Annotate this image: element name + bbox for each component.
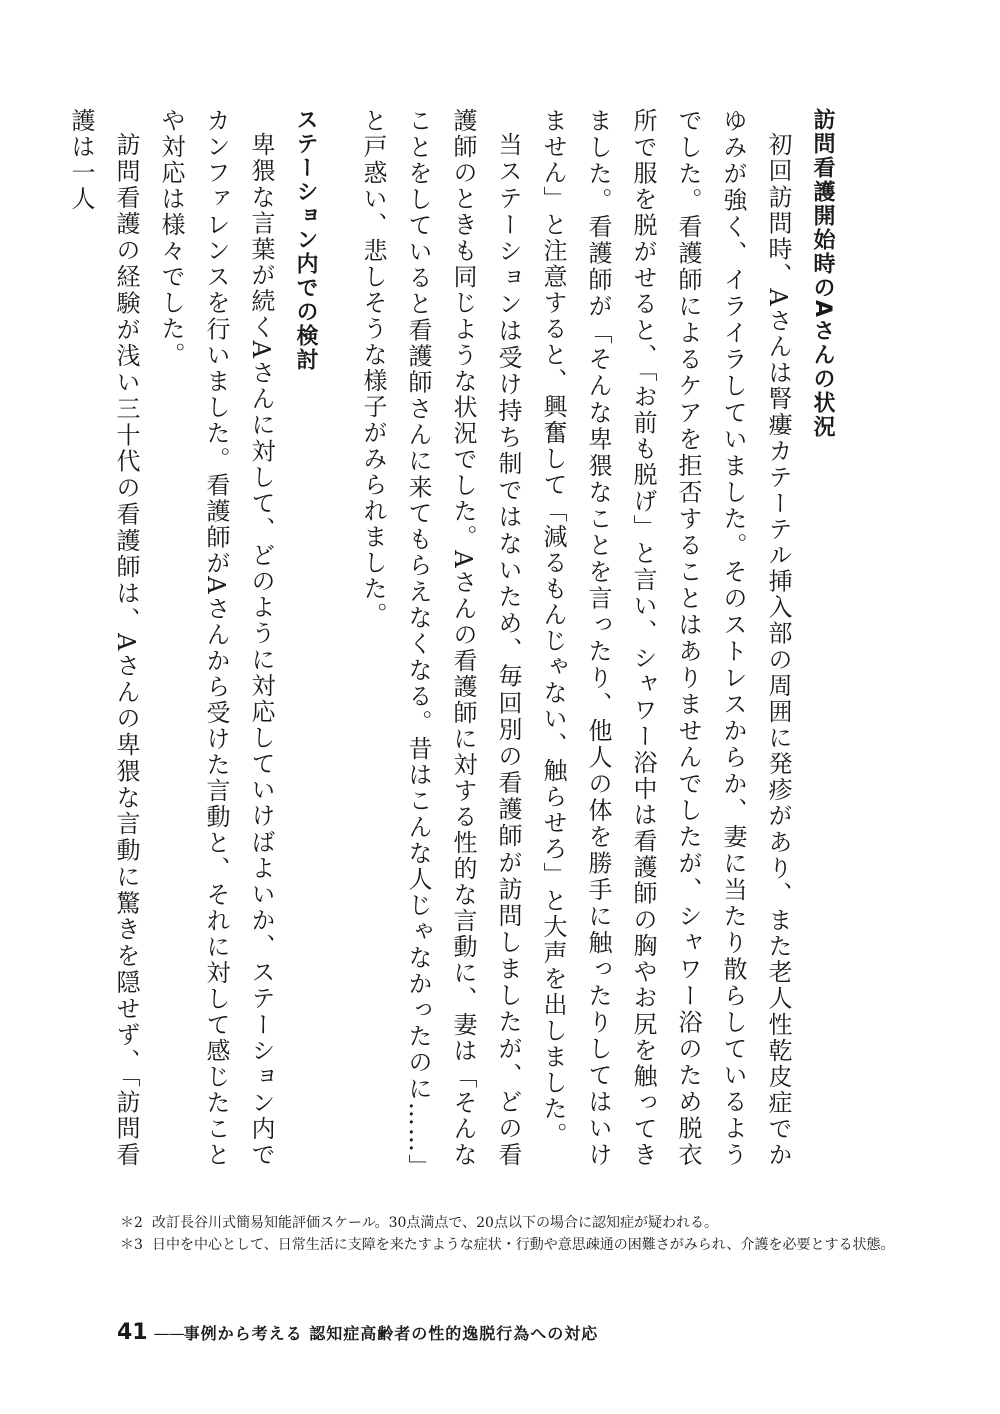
paragraph: 当ステーションは受け持ち制ではないため、毎回別の看護師が訪問しましたが、どの看護師のときも同じような状況でした。Aさんの看護師に対する性的な言動に、妻は「そんなことをしていると看護師さんに来てもらえなくなる。昔はこんな人じゃなかったのに……」と戸惑い、悲しそうな様子がみられました。 bbox=[359, 108, 522, 1168]
paragraph: 卑猥な言葉が続くAさんに対して、どのように対応していけばよいか、ステーション内でカンファレンスを行いました。看護師がAさんから受けた言動と、それに対して感じたことや対応は様々でした。 bbox=[157, 108, 275, 1168]
footnote bbox=[120, 1234, 910, 1256]
running-title: 事例から考える 認知症高齢者の性的逸脱行為への対応 bbox=[183, 1324, 599, 1343]
page-number: 41 bbox=[117, 1320, 148, 1345]
article-body bbox=[67, 108, 845, 1168]
footer-dash: —— bbox=[153, 1324, 184, 1343]
footnote bbox=[120, 1212, 910, 1234]
footnote-mark: ＊2 bbox=[120, 1215, 143, 1231]
page-footer bbox=[117, 1320, 598, 1345]
paragraph: 訪問看護の経験が浅い三十代の看護師は、Aさんの卑猥な言動に驚きを隠せず、「訪問看護は一人 bbox=[67, 108, 140, 1168]
paragraph: 初回訪問時、Aさんは腎瘻カテーテル挿入部の周囲に発疹があり、また老人性乾皮症でかゆみが強く、イライラしていました。そのストレスからか、妻に当たり散らしているようでした。看護師によるケアを拒否することはありませんでしたが、シャワー浴のため脱衣所で服を脱がせると、「お前も脱げ」と言い、シャワー浴中は看護師の胸やお尻を触ってきました。看護師が「そんな卑猥なことを言ったり、他人の体を勝手に触ったりしてはいけません」と注意すると、興奮して「減るもんじゃない、触らせろ」と大声を出しました。 bbox=[539, 108, 792, 1168]
section-heading-station-review: ステーション内での検討 bbox=[293, 108, 318, 372]
footnote-text: 改訂長谷川式簡易知能評価スケール。30点満点で、20点以下の場合に認知症が疑われる。 bbox=[152, 1215, 718, 1231]
footnote-mark: ＊3 bbox=[120, 1237, 143, 1253]
footnote-text: 日中を中心として、日常生活に支障を来たすような症状・行動や意思疎通の困難さがみられ、介護を必要とする状態。 bbox=[152, 1237, 895, 1253]
footnotes bbox=[120, 1212, 910, 1256]
section-heading-initial-situation: 訪問看護開始時のAさんの状況 bbox=[810, 108, 835, 440]
